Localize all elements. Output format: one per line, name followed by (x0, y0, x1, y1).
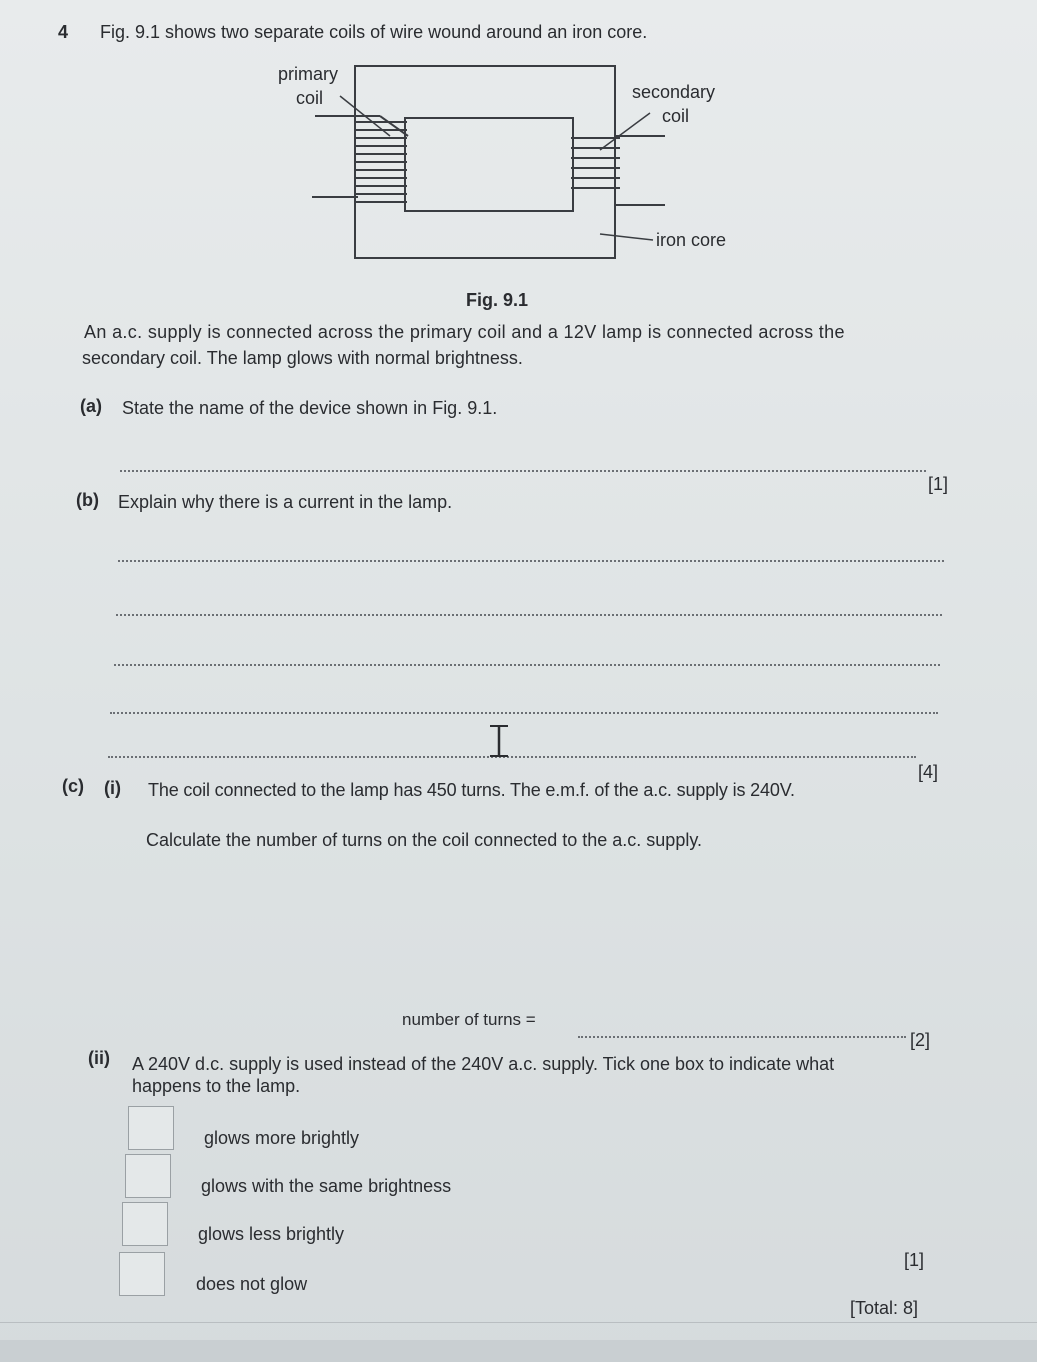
option-checkbox-4[interactable] (119, 1252, 165, 1296)
part-c-i-instruction: Calculate the number of turns on the coil connected to the a.c. supply. (146, 830, 702, 850)
secondary-label-line1: secondary (632, 82, 716, 102)
part-c-ii-label: (ii) (88, 1048, 110, 1068)
page-bottom-edge (0, 1340, 1037, 1362)
part-a-answer-line[interactable] (120, 470, 926, 472)
part-b-label: (b) (76, 490, 99, 510)
total-marks: [Total: 8] (850, 1298, 919, 1318)
part-c-ii-text-line2: happens to the lamp. (132, 1076, 301, 1096)
stem-line1: An a.c. supply is connected across the primary coil and a 12V lamp is connected across the (84, 322, 845, 342)
part-a-marks: [1] (928, 474, 949, 494)
option-checkbox-2[interactable] (125, 1154, 171, 1198)
part-c-label: (c) (62, 776, 84, 796)
page-bottom-rule (0, 1322, 1037, 1323)
primary-label-line2: coil (296, 88, 324, 108)
question-number: 4 (58, 22, 69, 42)
primary-coil-windings (356, 122, 407, 202)
part-c-i-marks: [2] (910, 1030, 931, 1050)
transformer-diagram (260, 58, 760, 318)
part-b-text: Explain why there is a current in the lamp. (118, 492, 453, 512)
part-c-i-text: The coil connected to the lamp has 450 turns. The e.m.f. of the a.c. supply is 240V. (148, 780, 795, 800)
primary-label-line1: primary (278, 64, 339, 84)
part-a-label: (a) (80, 396, 102, 416)
question-intro: Fig. 9.1 shows two separate coils of wire wound around an iron core. (100, 22, 648, 42)
part-b-marks: [4] (918, 762, 939, 782)
secondary-coil-windings (571, 138, 620, 188)
part-c-i-label: (i) (104, 778, 121, 798)
figure-caption: Fig. 9.1 (466, 290, 529, 310)
option-label-1: glows more brightly (204, 1128, 360, 1148)
iron-core-label: iron core (656, 230, 727, 250)
part-b-answer-line-4[interactable] (110, 712, 938, 714)
option-checkbox-3[interactable] (122, 1202, 168, 1246)
iron-core-window (405, 118, 573, 211)
option-label-2: glows with the same brightness (201, 1176, 452, 1196)
part-a-text: State the name of the device shown in Fig. 9.1. (122, 398, 498, 418)
part-c-ii-marks: [1] (904, 1250, 925, 1270)
option-checkbox-1[interactable] (128, 1106, 174, 1150)
secondary-label-line2: coil (662, 106, 690, 126)
number-of-turns-answer-line[interactable] (578, 1036, 906, 1038)
text-cursor-icon (484, 722, 514, 762)
part-b-answer-line-2[interactable] (116, 614, 942, 616)
part-b-answer-line-1[interactable] (118, 560, 944, 562)
option-label-4: does not glow (196, 1274, 308, 1294)
part-b-answer-line-3[interactable] (114, 664, 940, 666)
stem-line2: secondary coil. The lamp glows with normal brightness. (82, 348, 523, 368)
part-c-ii-text-line1: A 240V d.c. supply is used instead of the 240V a.c. supply. Tick one box to indicate what (132, 1054, 835, 1074)
option-label-3: glows less brightly (198, 1224, 345, 1244)
answer-label: number of turns = (402, 1010, 536, 1029)
